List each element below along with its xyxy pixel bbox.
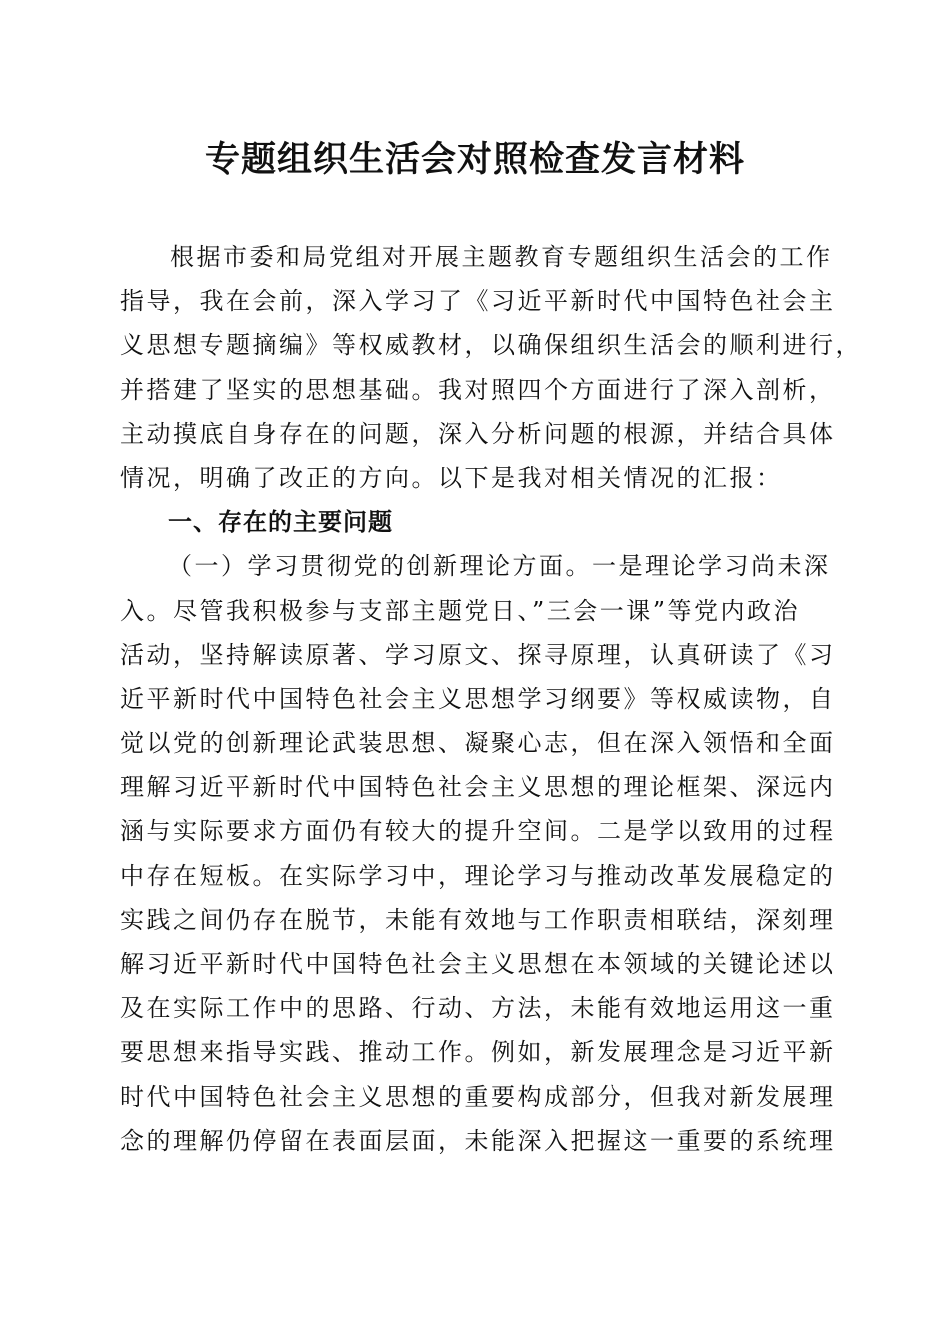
subsection-line: 实践之间仍存在脱节，未能有效地与工作职责相联结，深刻理	[120, 905, 836, 934]
intro-line: 义思想专题摘编》等权威教材，以确保组织生活会的顺利进行，	[120, 331, 862, 360]
subsection-line: 理解习近平新时代中国特色社会主义思想的理论框架、深远内	[120, 773, 836, 802]
subsection-line: 近平新时代中国特色社会主义思想学习纲要》等权威读物，自	[120, 684, 836, 713]
subsection-line: 解习近平新时代中国特色社会主义思想在本领域的关键论述以	[120, 950, 836, 978]
intro-line: 主动摸底自身存在的问题，深入分析问题的根源，并结合具体	[120, 419, 836, 448]
subsection-line: 中存在短板。在实际学习中，理论学习与推动改革发展稳定的	[120, 861, 836, 890]
subsection-line: 觉以党的创新理论武装思想、凝聚心志，但在深入领悟和全面	[120, 729, 836, 758]
subsection-line: 及在实际工作中的思路、行动、方法，未能有效地运用这一重	[120, 994, 836, 1023]
subsection-line: 时代中国特色社会主义思想的重要构成部分，但我对新发展理	[120, 1082, 836, 1111]
subsection-line: 入。尽管我积极参与支部主题党日、”三会一课”等党内政治	[120, 596, 801, 625]
section-heading: 一、存在的主要问题	[168, 508, 393, 537]
intro-line: 指导，我在会前，深入学习了《习近平新时代中国特色社会主	[120, 287, 836, 316]
document-title: 专题组织生活会对照检查发言材料	[204, 139, 745, 180]
subsection-line: 涵与实际要求方面仍有较大的提升空间。二是学以致用的过程	[120, 817, 836, 846]
subsection-line: 要思想来指导实践、推动工作。例如，新发展理念是习近平新	[120, 1038, 836, 1067]
intro-line: 根据市委和局党组对开展主题教育专题组织生活会的工作	[170, 243, 833, 271]
subsection-line: 活动，坚持解读原著、学习原文、探寻原理，认真研读了《习	[120, 640, 836, 669]
document-body	[120, 235, 862, 1163]
intro-line: 并搭建了坚实的思想基础。我对照四个方面进行了深入剖析，	[120, 375, 836, 404]
subsection-line: 念的理解仍停留在表面层面，未能深入把握这一重要的系统理	[120, 1126, 836, 1155]
intro-line: 情况，明确了改正的方向。以下是我对相关情况的汇报：	[120, 463, 783, 492]
subsection-line: （一）学习贯彻党的创新理论方面。一是理论学习尚未深	[168, 552, 831, 581]
